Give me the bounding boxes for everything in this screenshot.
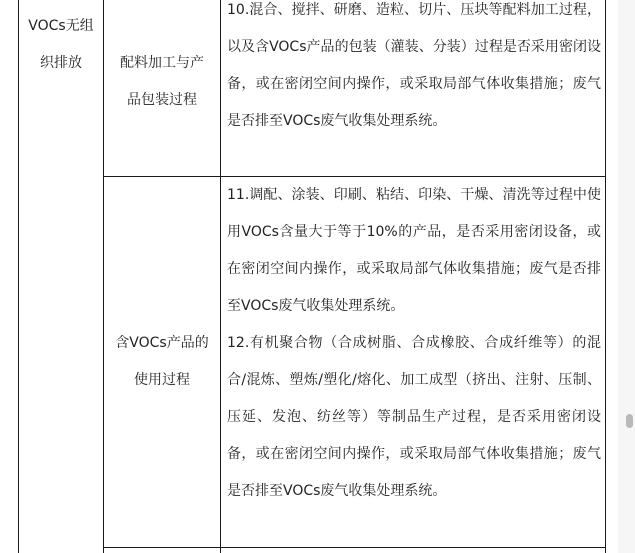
subcategory-line-1: 配料加工与产 [120, 55, 204, 71]
check-item-10: 10.混合、搅拌、研磨、造粒、切片、压块等配料加工过程，以及含VOCs产品的包装（灌装、分装）过程是否采用密闭设备，或在密闭空间内操作，或采取局部气体收集措施；废气是否排至VOCs废气收集处理系统。 [227, 2, 601, 129]
check-item-11: 11.调配、涂装、印刷、粘结、印染、干燥、清洗等过程中使用VOCs含量大于等于10%的产品，是否采用密闭设备，或在密闭空间内操作，或采取局部气体收集措施；废气是否排至VOCs废气收集处理系统。 [227, 187, 601, 314]
table-divider-col2 [220, 0, 221, 553]
category-line-1: VOCs无组 [28, 18, 94, 34]
scrollbar-thumb[interactable] [626, 414, 633, 428]
table-row-divider-2 [103, 547, 606, 548]
subcategory-line-1: 含VOCs产品的 [115, 335, 209, 351]
check-item-12: 12.有机聚合物（合成树脂、合成橡胶、合成纤维等）的混合/混炼、塑炼/塑化/熔化、加工成型（挤出、注射、压制、压延、发泡、纺丝等）等制品生产过程，是否采用密闭设备，或在密闭空间内操作，或采取局部气体收集措施；废气是否排至VOCs废气收集处理系统。 [227, 335, 601, 499]
subcategory-cell-usage [104, 325, 220, 399]
table-border-right [605, 0, 606, 553]
category-cell-vocs [19, 8, 103, 82]
category-line-2: 织排放 [40, 55, 82, 71]
vertical-scrollbar[interactable] [622, 0, 635, 553]
subcategory-line-2: 使用过程 [134, 372, 190, 388]
table-border-left [18, 0, 19, 553]
subcategory-line-2: 品包装过程 [127, 92, 197, 108]
subcategory-cell-batching [104, 45, 220, 119]
